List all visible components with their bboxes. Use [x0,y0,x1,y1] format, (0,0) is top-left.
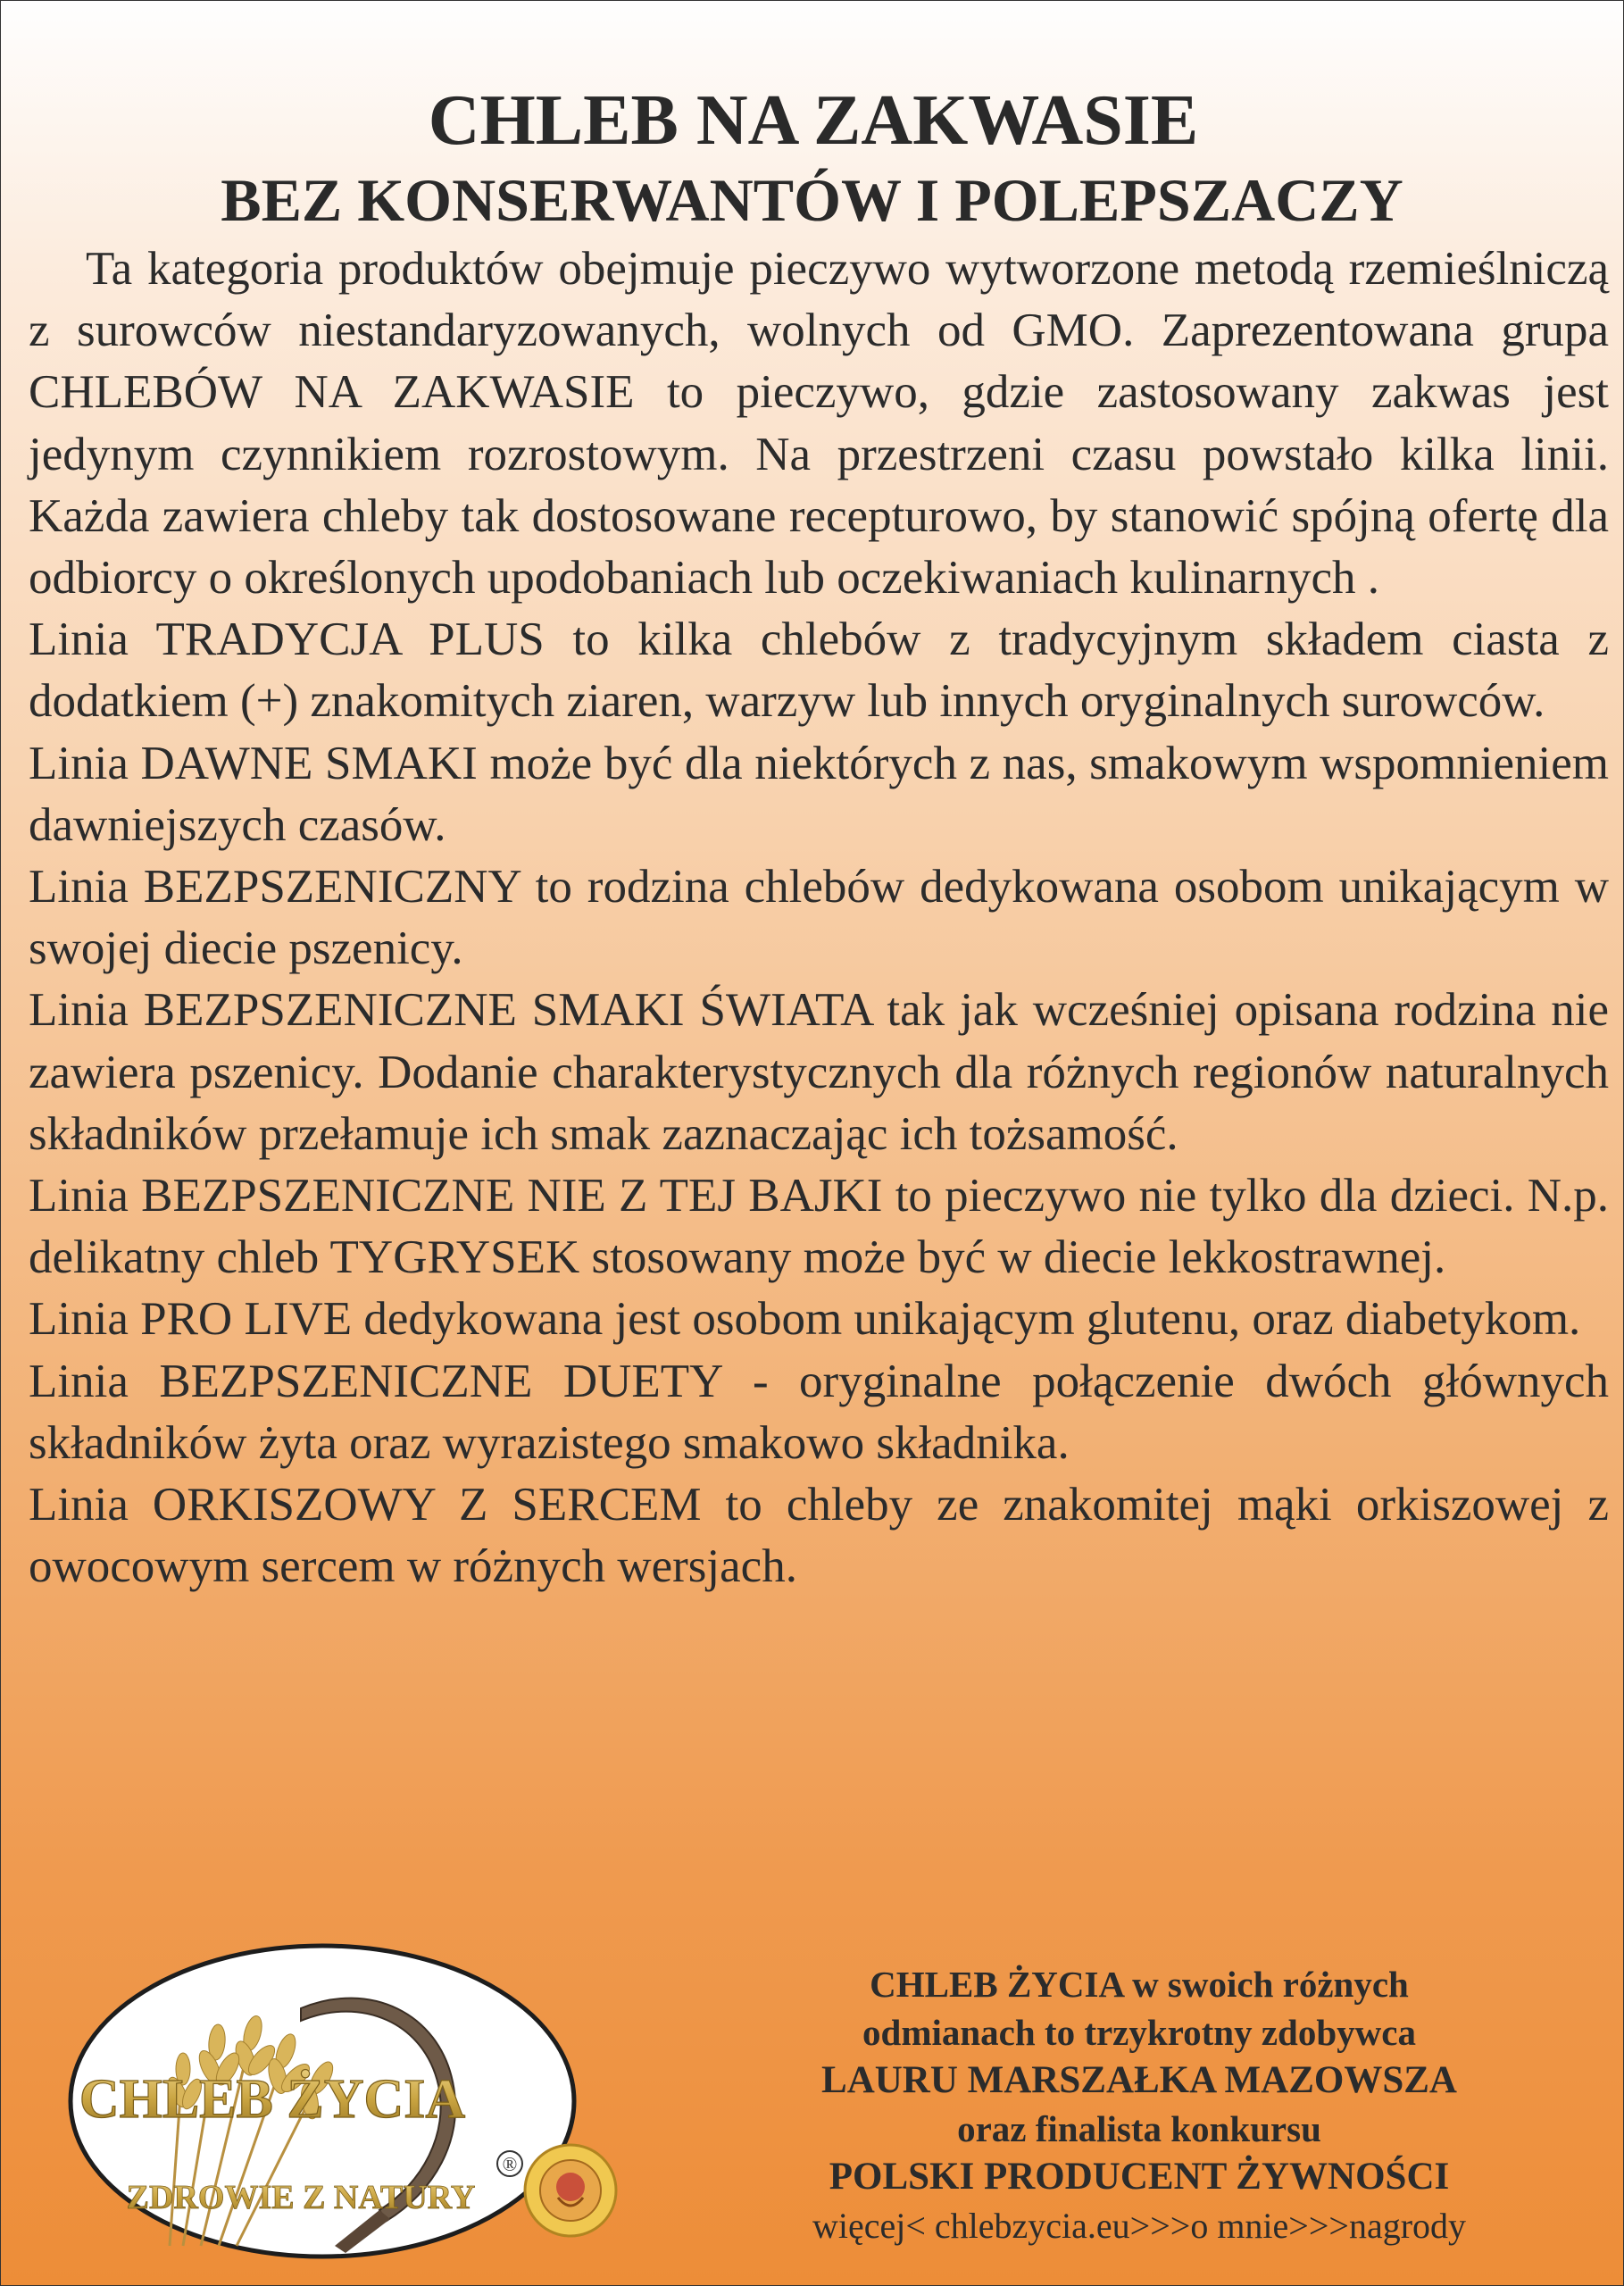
description-text [29,238,1609,1598]
registered-mark: ® [502,2153,518,2175]
paragraph-nie-z-tej-bajki: Linia BEZPSZENICZNE NIE Z TEJ BAJKI to pieczywo nie tylko dla dzieci. N.p. delikatny chleb TYGRYSEK stosowany może być w diecie lekkostrawnej. [29,1170,1609,1284]
intro-paragraph: Ta kategoria produktów obejmuje pieczywo wytworzone metodą rzemieślniczą z surowców niestandaryzowanych, wolnych od GMO. Zaprezentowana grupa CHLEBÓW NA ZAKWASIE to pieczywo, gdzie zastosowany zakwas jest jedynym czynnikiem rozrostowym. Na przestrzeni czasu powstało kilka linii. Każda zawiera chleby tak dostosowane recepturowo, by stanowić spójną ofertę dla odbiorcy o określonych upodobaniach lub oczekiwaniach kulinarnych . [29,243,1609,605]
wheat-and-sickle-icon [67,1942,578,2260]
page-title: CHLEB NA ZAKWASIE [428,81,1199,160]
seal-icon [522,2142,619,2239]
award-line-4: oraz finalista konkursu [957,2108,1321,2149]
brand-logo [67,1942,578,2260]
paragraph-smaki-swiata: Linia BEZPSZENICZNE SMAKI ŚWIATA tak jak wcześniej opisana rodzina nie zawiera pszenicy. Dodanie charakterystycznych dla różnych regionów naturalnych składników przełamuje ich smak zaznaczając ich tożsamość. [29,984,1609,1160]
paragraph-bezpszeniczny: Linia BEZPSZENICZNY to rodzina chlebów dedykowana osobom unikającym w swojej diecie pszenicy. [29,861,1609,975]
award-line-5: POLSKI PRODUCENT ŻYWNOŚCI [829,2156,1450,2198]
award-line-2: odmianach to trzykrotny zdobywca [862,2012,1416,2053]
award-line-3: LAURU MARSZAŁKA MAZOWSZA [821,2059,1457,2101]
paragraph-duety: Linia BEZPSZENICZNE DUETY - oryginalne połączenie dwóch głównych składników żyta oraz wyrazistego smakowo składnika. [29,1355,1609,1469]
award-line-1: CHLEB ŻYCIA w swoich różnych [870,1964,1409,2005]
paragraph-pro-live: Linia PRO LIVE dedykowana jest osobom unikającym glutenu, oraz diabetykom. [29,1293,1581,1346]
page-subtitle: BEZ KONSERWANTÓW I POLEPSZACZY [221,166,1403,234]
paragraph-dawne-smaki: Linia DAWNE SMAKI może być dla niektórych z nas, smakowym wspomnieniem dawniejszych czasów. [29,737,1609,851]
paragraph-orkiszowy: Linia ORKISZOWY Z SERCEM to chleby ze znakomitej mąki orkiszowej z owocowym sercem w różnych wersjach. [29,1479,1609,1593]
logo-tagline: ZDROWIE Z NATURY [126,2179,476,2216]
more-info-link[interactable]: więcej< chlebzycia.eu>>>o mnie>>>nagrody [812,2206,1467,2246]
logo-name: CHLEB ŻYCIA [79,2069,466,2130]
paragraph-tradycja-plus: Linia TRADYCJA PLUS to kilka chlebów z tradycyjnym składem ciasta z dodatkiem (+) znakomitych ziaren, warzyw lub innych oryginalnych surowców. [29,613,1609,728]
award-info [679,1960,1599,2251]
award-seal [522,2142,619,2239]
